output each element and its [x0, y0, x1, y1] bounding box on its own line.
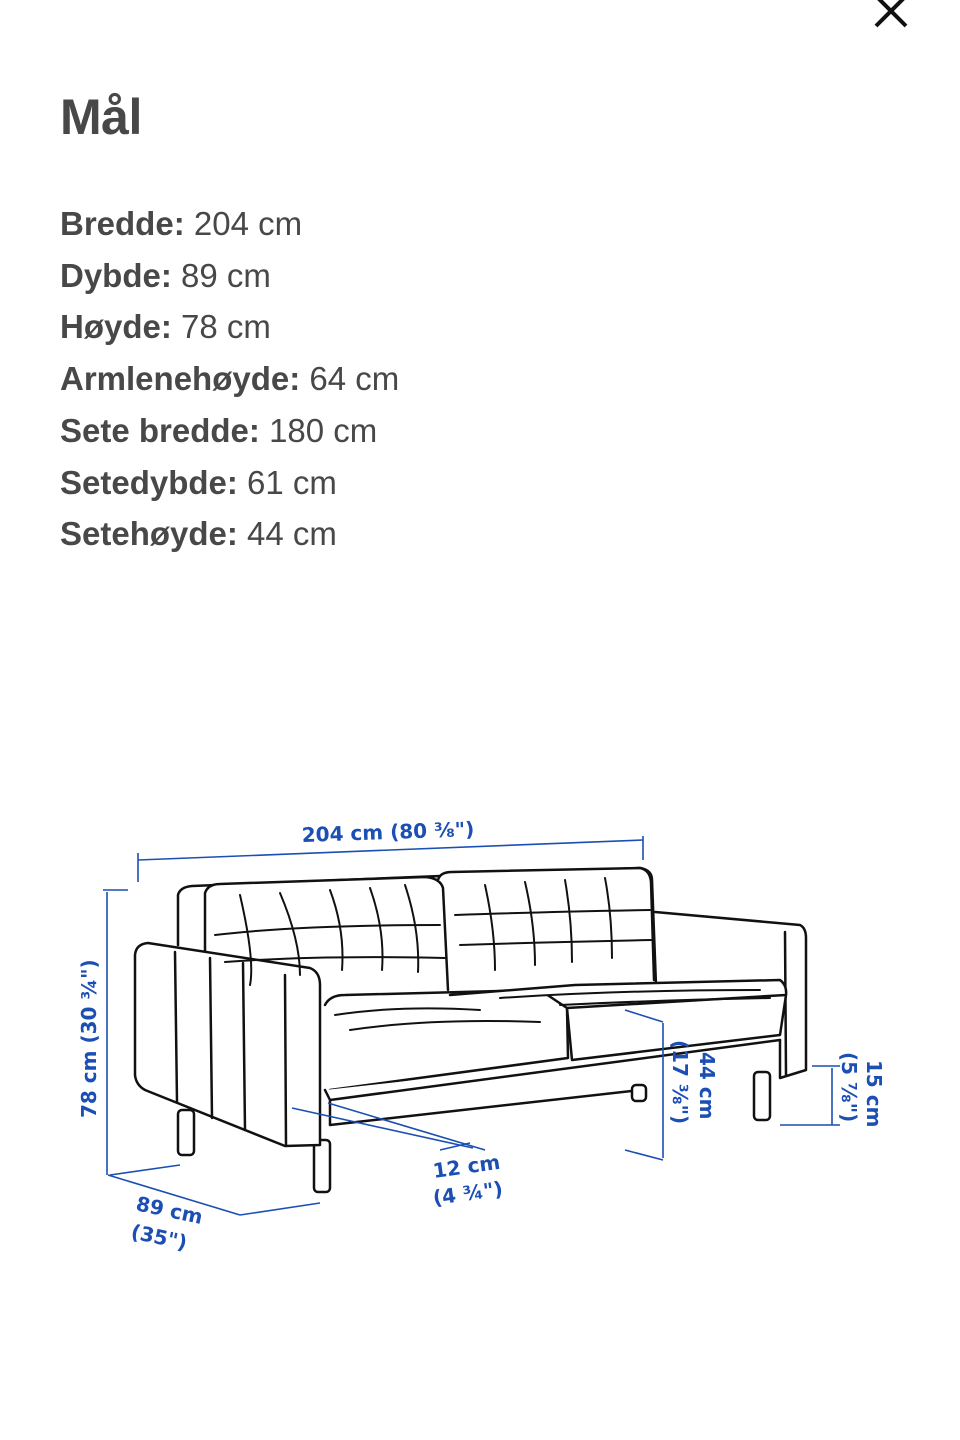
spec-seat-width: Sete bredde: 180 cm: [60, 411, 378, 449]
leg-height-cm: 15 cm: [862, 1060, 886, 1128]
spec-width: Bredde: 204 cm: [60, 205, 303, 242]
depth-label-in: (35"): [128, 1219, 190, 1255]
seat-height-in: (17 ⅜"): [668, 1040, 692, 1125]
seat-height-cm: 44 cm: [695, 1052, 719, 1120]
spec-armrest-height: Armlenehøyde: 64 cm: [60, 360, 400, 398]
sofa-drawing: [135, 868, 806, 1192]
page-title: Mål: [60, 89, 142, 145]
depth-label-cm: 89 cm: [133, 1191, 205, 1229]
arm-label-cm: 12 cm: [431, 1149, 502, 1183]
spec-height: Høyde: 78 cm: [60, 308, 271, 346]
spec-seat-height: Setehøyde: 44 cm: [60, 515, 337, 553]
spec-depth: Dybde: 89 cm: [60, 256, 271, 294]
arm-label-in: (4 ¾"): [431, 1176, 505, 1210]
height-label: 78 cm (30 ¾"): [77, 959, 101, 1118]
spec-seat-depth: Setedybde: 61 cm: [60, 463, 337, 501]
sofa-dimension-diagram: [0, 800, 960, 1280]
leg-height-in: (5 ⅞"): [837, 1052, 861, 1123]
close-icon[interactable]: [870, 0, 912, 34]
dimension-list: [60, 198, 399, 560]
width-label: 204 cm (80 ⅜"): [301, 816, 475, 847]
